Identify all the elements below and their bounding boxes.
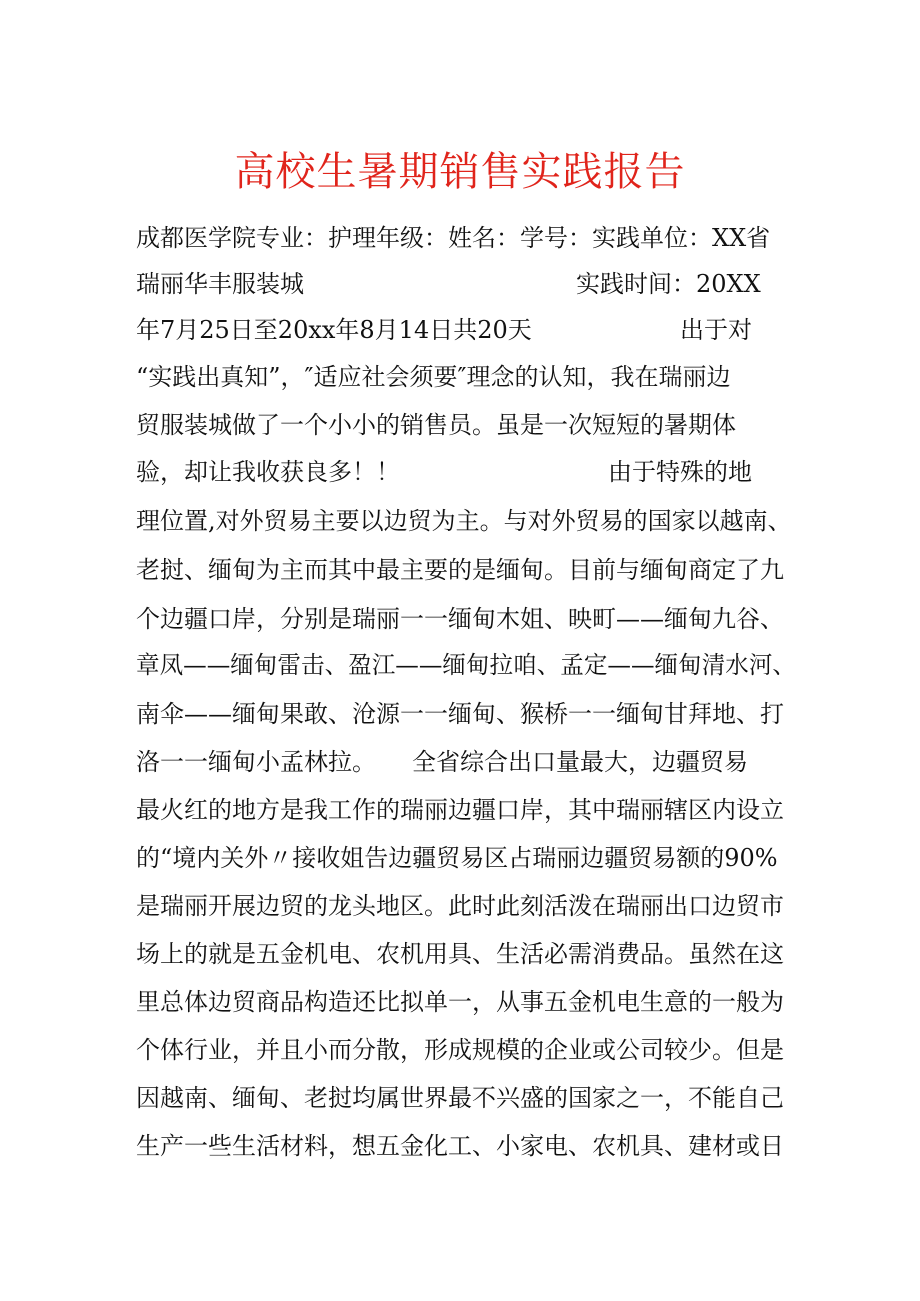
body-text: “实践出真知”，″适应社会须要″理念的认知，我在瑞丽边 [136, 363, 731, 391]
body-text: 南伞——缅甸果敢、沧源一一缅甸、猴桥一一缅甸甘拜地、打 [136, 700, 784, 728]
body-text: 实践时间：20XX [576, 270, 761, 298]
body-text: 老挝、缅甸为主而其中最主要的是缅甸。目前与缅甸商定了九 [136, 556, 784, 584]
body-text: 全省综合出口量最大，边疆贸易 [412, 748, 748, 776]
body-text: 里总体边贸商品构造还比拟单一，从事五金机电生意的一般为 [136, 988, 784, 1016]
body-text: 由于特殊的地 [608, 458, 752, 486]
body-text: 洛一一缅甸小孟林拉。 [136, 748, 376, 776]
body-text: 是瑞丽开展边贸的龙头地区。此时此刻活泼在瑞丽出口边贸市 [136, 892, 784, 920]
body-text: 年7月25日至20xx年8月14日共20天 [136, 316, 532, 344]
body-text: 验，却让我收获良多！！ [136, 458, 400, 486]
body-text: 个体行业，并且小而分散，形成规模的企业或公司较少。但是 [136, 1036, 784, 1064]
body-text: 理位置,对外贸易主要以边贸为主。与对外贸易的国家以越南、 [136, 507, 792, 535]
body-text: 瑞丽华丰服装城 [136, 270, 304, 298]
body-text: 场上的就是五金机电、农机用具、生活必需消费品。虽然在这 [136, 940, 784, 968]
body-text: 贸服装城做了一个小小的销售员。虽是一次短短的暑期体 [136, 411, 736, 439]
body-text: 章凤——缅甸雷击、盈江——缅甸拉咱、孟定——缅甸清水河、 [136, 651, 796, 679]
body-text: 的“境内关外〃接收姐告边疆贸易区占瑞丽边疆贸易额的90% [136, 844, 778, 872]
body-text: 成都医学院专业：护理年级：姓名：学号：实践单位：XX省 [136, 224, 771, 252]
body-text: 因越南、缅甸、老挝均属世界最不兴盛的国家之一，不能自己 [136, 1084, 784, 1112]
body-text: 最火红的地方是我工作的瑞丽边疆口岸，其中瑞丽辖区内设立 [136, 796, 784, 824]
body-text: 个边疆口岸，分别是瑞丽一一缅甸木姐、映町——缅甸九谷、 [136, 605, 784, 633]
document-title: 高校生暑期销售实践报告 [234, 149, 686, 195]
body-text: 生产一些生活材料，想五金化工、小家电、农机具、建材或日 [136, 1132, 784, 1160]
body-text: 出于对 [680, 316, 752, 344]
